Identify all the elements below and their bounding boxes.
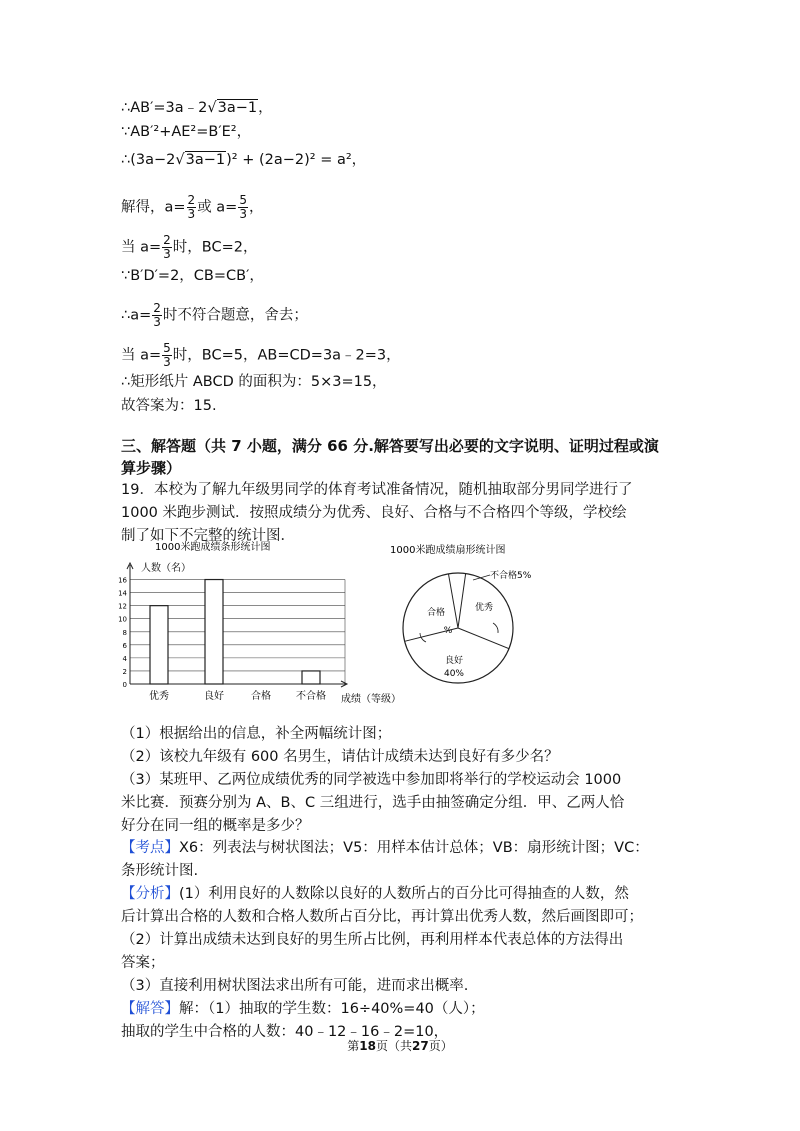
bar-chart [115,538,405,723]
text: X6：列表法与树状图法；V5：用样本估计总体；VB：扇形统计图；VC： [179,840,649,856]
text: 页（共 [375,1039,412,1053]
category-label: 合格 [251,691,271,702]
text: )² + (2a−2)² = a²， [226,152,367,168]
text: 当 a= [121,239,162,256]
line-bd: ∵B′D′=2，CB=CB′， [121,268,264,284]
jieda-cont: 抽取的学生中合格的人数：40﹣12﹣16﹣2=10， [121,1024,449,1040]
pie-slices [403,569,532,683]
kaodian-cont: 条形统计图. [121,863,199,879]
x-axis-label [341,692,401,705]
slice-label: % [443,626,453,636]
part-1: （1）根据给出的信息，补全两幅统计图； [121,726,392,742]
bar [302,671,320,684]
sqrt-term: 3a−1 [217,100,258,116]
fraction: $\frac{2}{3}$ [187,193,196,221]
jieda-tag: 【解答】 [121,1001,179,1017]
y-tick-label: 0 [122,681,127,689]
text: 第 [347,1039,360,1053]
part-3: （3）某班甲、乙两位成绩优秀的同学被选中参加即将举行的学校运动会 1000 [121,772,622,788]
sqrt-term: 3a−1 [185,152,226,168]
slice-label: 良好 [444,656,464,666]
line-discard [121,302,308,329]
slice-label: 40% [443,669,465,679]
y-axis-label: 人数（名） [141,563,191,574]
kaodian-line [121,838,649,858]
part-3-cont: 米比赛．预赛分别为 A、B、C 三组进行，选手由抽签确定分组．甲、乙两人恰 [121,795,625,811]
slice-label: 优秀 [474,603,494,613]
y-tick-label: 4 [122,654,127,663]
category-label: 良好 [204,691,224,702]
line-ab-prime: ∴AB′=3a﹣2√3a−1， [121,100,273,116]
part-3-cont: 好分在同一组的概率是多少？ [121,818,310,834]
question-text: 19．本校为了解九年级男同学的体育考试准备情况，随机抽取部分男同学进行了 [121,482,633,498]
chart-title: 1000米跑成绩条形统计图 [155,542,271,553]
category-label: 不合格 [296,691,326,702]
fenxi-line [121,884,629,904]
text: ∴a= [121,307,152,324]
part-2: （2）该校九年级有 600 名男生，请估计成绩未达到良好有多少名？ [121,749,559,765]
fraction: $\frac{2}{3}$ [163,233,171,261]
fenxi-cont: （2）计算出成绩未达到良好的男生所占比例，再利用样本代表总体的方法得出 [121,932,624,948]
fenxi-tag: 【分析】 [121,886,179,902]
y-tick-label: 16 [118,576,127,585]
text: 页） [428,1039,453,1053]
page-footer [0,1037,800,1054]
bar [150,606,168,684]
category-label: 优秀 [149,691,169,702]
text: 或 a= [197,199,238,216]
line-case-2 [121,342,401,369]
y-tick-label: 2 [122,667,127,676]
pie-chart [378,538,538,688]
text: ∴AB′=3a﹣2 [121,100,208,116]
section-heading: 三、解答题（共 7 小题，满分 66 分.解答要写出必要的文字说明、证明过程或演 [121,437,659,455]
jieda-line [121,999,485,1019]
text: ∴ [121,152,131,168]
line-answer: 故答案为：15. [121,398,217,414]
y-ticks [118,577,127,689]
page-number: 18 [359,1039,376,1053]
text: ， [248,199,264,216]
line-solution [121,194,263,221]
fenxi-cont: 答案； [121,955,165,971]
text: ， [258,100,273,116]
slice-label: 合格 [426,608,446,618]
fraction: $\frac{5}{3}$ [239,193,247,221]
text: 解得，a= [121,199,186,216]
fraction: $\frac{2}{3}$ [153,301,161,329]
y-tick-label: 6 [122,641,127,650]
y-tick-label: 12 [118,602,127,611]
text: 时，BC=5，AB=CD=3a﹣2=3， [172,347,401,364]
line-pythagoras: ∵AB′²+AE²=B′E²， [121,124,252,140]
slice-label: 不合格5% [490,571,532,581]
question-text: 1000 米跑步测试．按照成绩分为优秀、良好、合格与不合格四个等级，学校绘 [121,505,627,521]
fenxi-cont: （3）直接利用树状图法求出所有可能，进而求出概率. [121,978,469,994]
kaodian-tag: 【考点】 [121,840,179,856]
chart-title: 1000米跑成绩扇形统计图 [390,545,506,556]
fraction: $\frac{5}{3}$ [163,341,171,369]
bar [205,580,223,684]
question-text: 制了如下不完整的统计图． [121,528,295,544]
text: 时不符合题意，舍去； [162,307,308,324]
category-labels [149,689,326,702]
y-tick-label: 10 [118,615,127,624]
text: 解：（1）抽取的学生数：16÷40%=40（人）； [179,1001,485,1017]
line-area: ∴矩形纸片 ABCD 的面积为：5×3=15， [121,374,387,390]
text: (1）利用良好的人数除以良好的人数所占的百分比可得抽查的人数，然 [179,886,629,902]
total-pages: 27 [412,1039,429,1053]
fenxi-cont: 后计算出合格的人数和合格人数所占百分比，再计算出优秀人数，然后画图即可； [121,909,643,925]
y-tick-label: 14 [118,589,127,598]
text: 时，BC=2， [172,239,258,256]
text: (3a−2 [130,152,176,168]
x-axis-label-line: 成绩（等级） [341,694,401,705]
y-tick-label: 8 [122,628,127,637]
line-case-1 [121,234,258,261]
section-heading-cont: 算步骤） [121,459,182,477]
text: 当 a= [121,347,162,364]
line-equation: ∴(3a−2√3a−1)² + (2a−2)² = a²， [121,152,367,168]
